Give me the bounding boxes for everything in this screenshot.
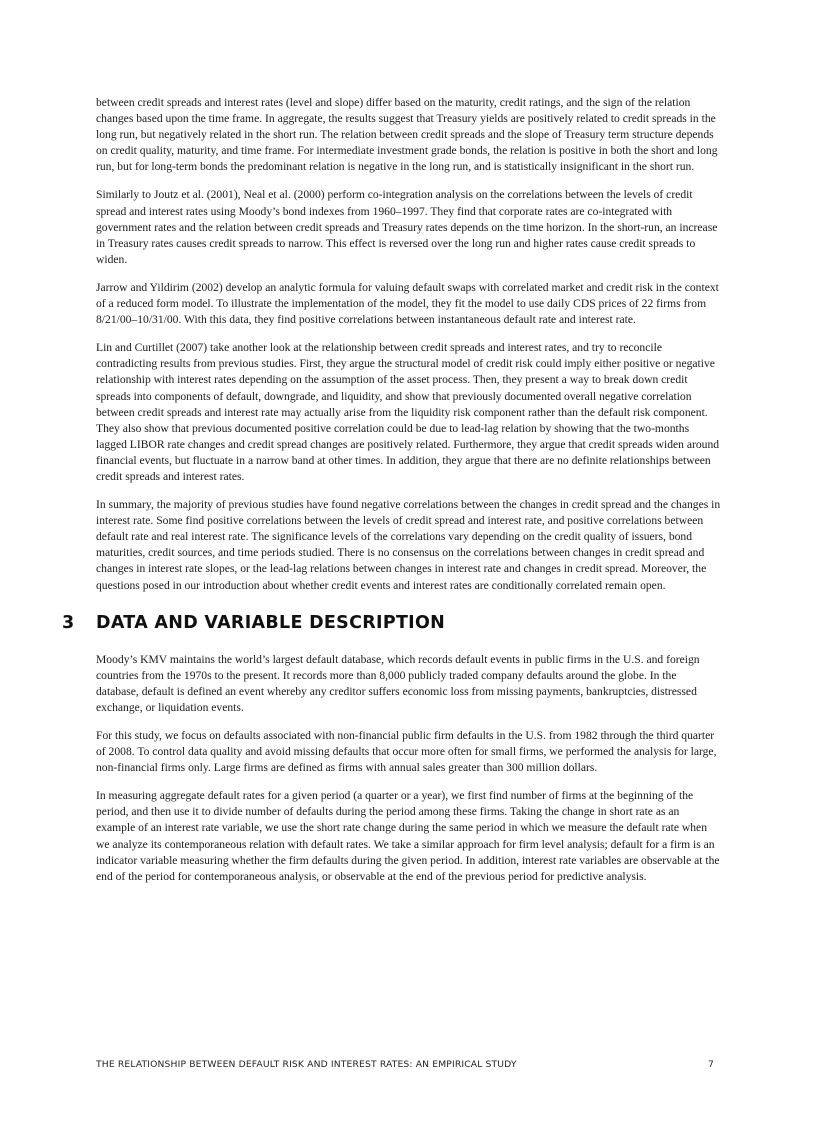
- paragraph: Similarly to Joutz et al. (2001), Neal et al. (2000) perform co-integration analysis on the correlations between the levels of credit spread and interest rates using Moody’s bond indexes from 1960–1997. They find that corporate rates are co-integrated with government rates and the relation between credit spreads and Treasury rates depends on the time horizon. In the short-run, an increase in Treasury rates causes credit spreads to narrow. This effect is reversed over the long run and higher rates cause credit spreads to widen.: [96, 188, 718, 266]
- paragraph: In measuring aggregate default rates for a given period (a quarter or a year), we first find number of firms at the beginning of the period, and then use it to divide number of defaults during the period among these firms. Taking the change in short rate as an example of an interest rate variable, we use the short rate change during the same period in which we measure the default rate when we analyze its contemporaneous relation with default rates. We take a similar approach for firm level analysis; default for a firm is an indicator variable measuring whether the firm defaults during the given period. In addition, interest rate variables are observable at the end of the period for contemporaneous analysis, or observable at the end of the previous period for predictive analysis.: [96, 789, 720, 883]
- paragraph: between credit spreads and interest rates (level and slope) differ based on the maturity, credit ratings, and the sign of the relation changes based upon the time frame. In aggregate, the results suggest that Treasury yields are positively related to credit spreads in the long run, but negatively related in the short run. The relation between credit spreads and the slope of Treasury term structure depends on credit quality, maturity, and time frame. For intermediate investment grade bonds, the relation is positive in both the short and long run, but for long-term bonds the predominant relation is negative in the long run, and is statistically insignificant in the short run.: [96, 96, 718, 174]
- paragraph: Moody’s KMV maintains the world’s largest default database, which records default events in public firms in the U.S. and foreign countries from the 1970s to the present. It records more than 8,000 publicly traded company defaults around the globe. In the database, default is defined an event whereby any creditor suffers economic loss from missing payments, bankruptcies, distressed exchange, or liquidation events.: [96, 652, 700, 714]
- section-title: DATA AND VARIABLE DESCRIPTION: [96, 612, 446, 633]
- paragraph: Jarrow and Yildirim (2002) develop an analytic formula for valuing default swaps with correlated market and credit risk in the context of a reduced form model. To illustrate the implementation of the model, they fit the model to use daily CDS prices of 22 firms from 8/21/00–10/31/00. With this data, they find positive correlations between instantaneous default rate and interest rate.: [96, 280, 719, 327]
- page-footer: [96, 1059, 714, 1070]
- paragraph: For this study, we focus on defaults associated with non-financial public firm defaults in the U.S. from 1982 through the third quarter of 2008. To control data quality and avoid missing defaults that occur more often for small firms, we performed the analysis for large, non-financial firms only. Large firms are defined as firms with annual sales greater than 300 million dollars.: [96, 729, 717, 775]
- section-number: 3: [62, 612, 75, 633]
- paragraph: In summary, the majority of previous studies have found negative correlations between the changes in credit spread and the changes in interest rate. Some find positive correlations between the levels of credit spread and interest rate, and positive correlations between default rate and real interest rate. The significance levels of the correlations vary depending on the credit quality of issuers, bond maturities, credit sources, and time periods studied. There is no consensus on the correlations between changes in credit spread and changes in interest rate slopes, or the lead-lag relations between changes in interest rate and changes in credit spread. Moreover, the questions posed in our introduction about whether credit events and interest rates are conditionally correlated remain open.: [96, 498, 721, 592]
- section-heading: [62, 611, 721, 635]
- page-number: 7: [708, 1059, 714, 1070]
- running-title: THE RELATIONSHIP BETWEEN DEFAULT RISK AND INTEREST RATES: AN EMPIRICAL STUDY: [96, 1059, 517, 1070]
- page-body: [62, 95, 721, 897]
- paragraph: Lin and Curtillet (2007) take another look at the relationship between credit spreads and interest rates, and try to reconcile contradicting results from previous studies. First, they argue the structural model of credit risk could imply either positive or negative relationship with interest rates depending on the assumption of the asset process. Then, they present a way to break down credit spreads into components of default, downgrade, and liquidity, and show that previously documented overall negative correlation between credit spreads and interest rate may actually arise from the liquidity risk component rather than the default risk component. They also show that previous documented positive correlation could be due to lead-lag relation by showing that the two-months lagged LIBOR rate changes and credit spread changes are positively related. Furthermore, they argue that credit spreads widen around financial events, but fluctuate in a narrow band at other times. In addition, they argue that there are no definite relationships between credit spreads and interest rates.: [96, 341, 720, 483]
